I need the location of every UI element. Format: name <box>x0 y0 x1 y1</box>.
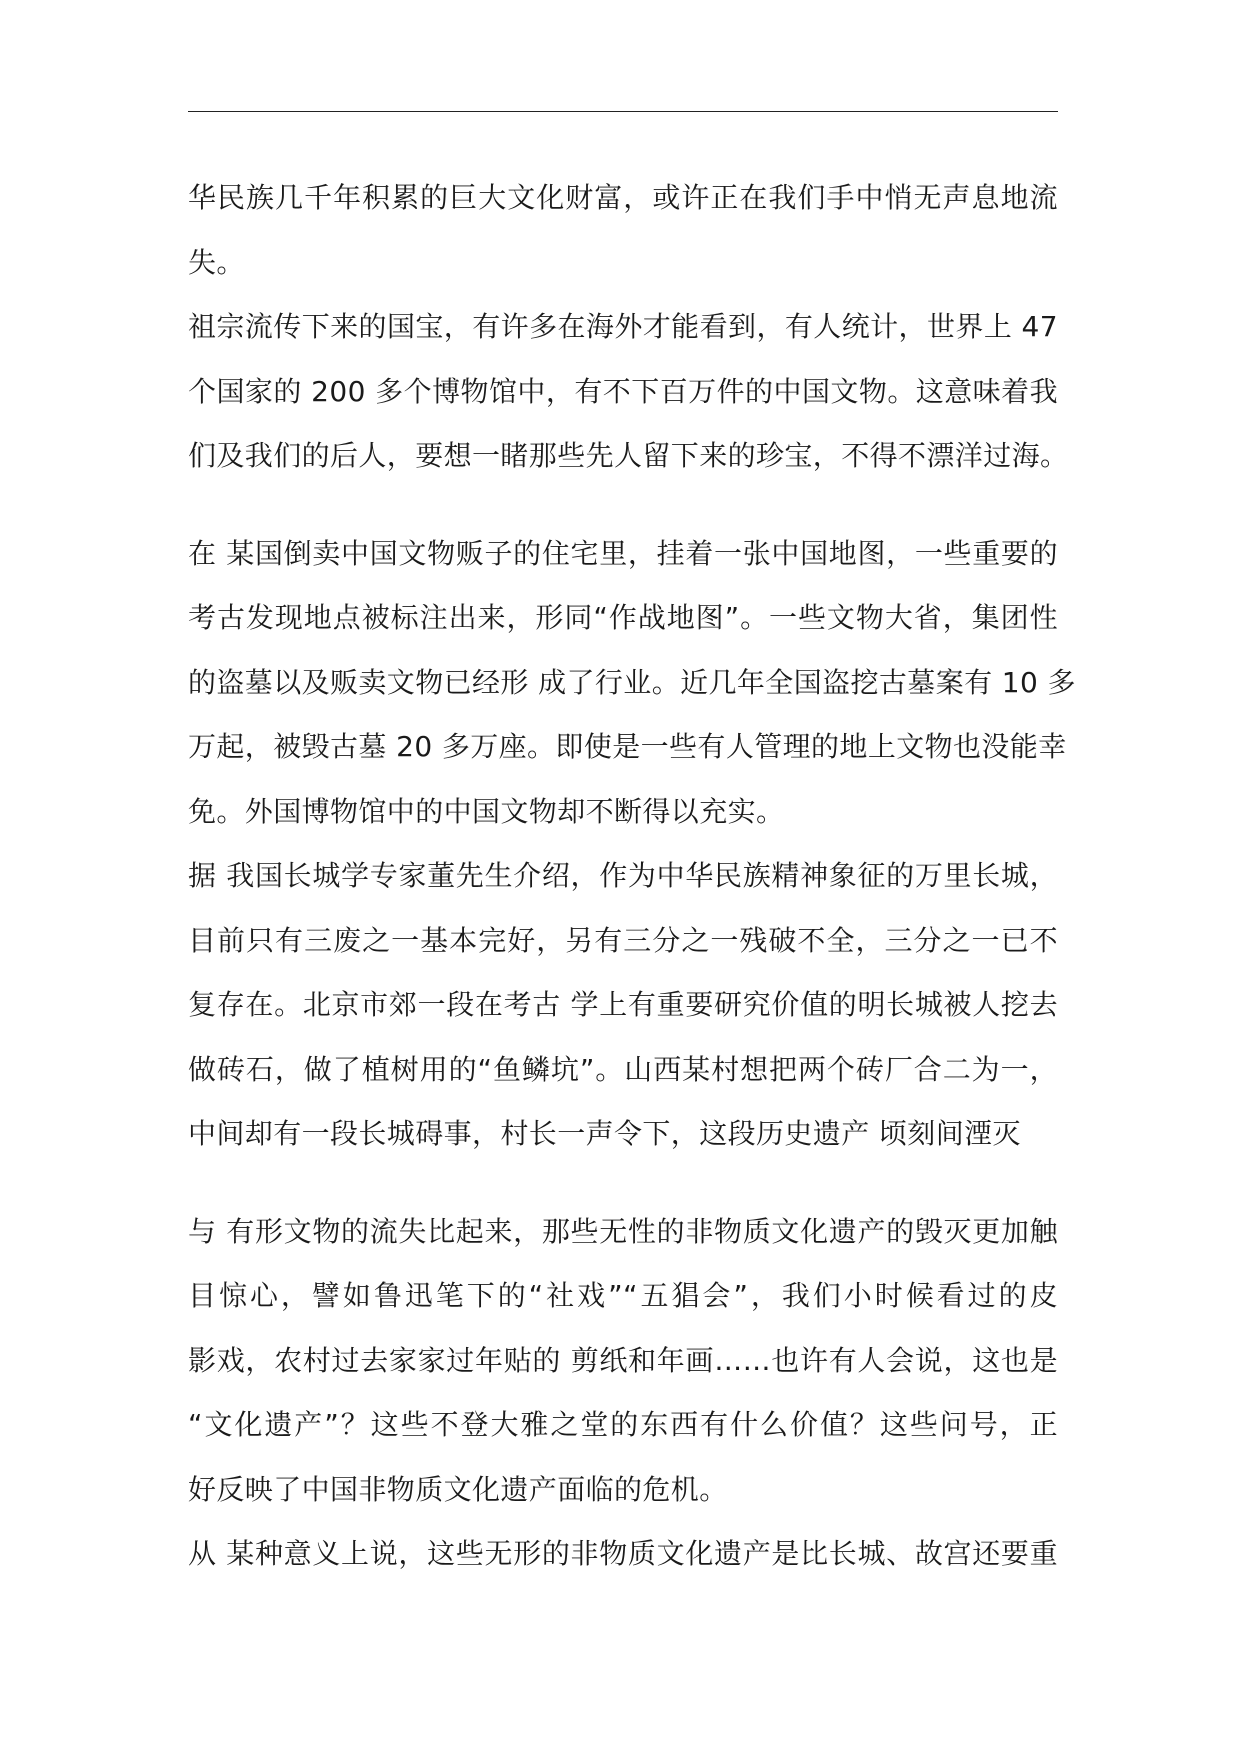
text-line: 个国家的 200 多个博物馆中，有不下百万件的中国文物。这意味着我 <box>188 374 1058 408</box>
paragraph-2 <box>188 295 1069 489</box>
text-line: 复存在。北京市郊一段在考古 学上有重要研究价值的明长城被人挖去 <box>188 988 1058 1021</box>
paragraph-1 <box>188 166 1058 295</box>
text-line: 万起，被毁古墓 20 多万座。即使是一些有人管理的地上文物也没能幸 <box>188 730 1067 763</box>
paragraph-6 <box>188 1522 1058 1587</box>
paragraph-4 <box>188 844 1058 1167</box>
text-line: 的盗墓以及贩卖文物已经形 成了行业。近几年全国盗挖古墓案有 10 多 <box>188 665 1076 699</box>
paragraph-3 <box>188 522 1076 845</box>
paragraph-spacer <box>188 1167 1058 1200</box>
header-rule <box>188 111 1058 112</box>
text-line: 好反映了中国非物质文化遗产面临的危机。 <box>188 1472 728 1506</box>
text-line: 中间却有一段长城碍事，村长一声令下，这段历史遗产 顷刻间湮灭 <box>188 1117 1021 1150</box>
text-line: 据 我国长城学专家董先生介绍，作为中华民族精神象征的万里长城， <box>188 859 1058 892</box>
text-line: 在 某国倒卖中国文物贩子的住宅里，挂着一张中国地图，一些重要的 <box>188 536 1058 570</box>
text-line: 考古发现地点被标注出来，形同“作战地图”。一些文物大省，集团性 <box>188 601 1058 634</box>
text-line: 目惊心，譬如鲁迅笔下的“社戏”“五猖会”，我们小时候看过的皮 <box>188 1279 1058 1312</box>
document-body <box>188 166 1076 1587</box>
text-line: 做砖石，做了植树用的“鱼鳞坑”。山西某村想把两个砖厂合二为一， <box>188 1052 1058 1086</box>
text-line: 从 某种意义上说，这些无形的非物质文化遗产是比长城、故宫还要重 <box>188 1537 1058 1570</box>
text-line: 们及我们的后人，要想一睹那些先人留下来的珍宝，不得不漂洋过海。 <box>188 439 1069 472</box>
text-line: “文化遗产”？这些不登大雅之堂的东西有什么价值？这些问号，正 <box>188 1408 1058 1441</box>
text-line: 华民族几千年积累的巨大文化财富，或许正在我们手中悄无声息地流 <box>188 181 1058 214</box>
paragraph-spacer <box>188 489 1058 522</box>
text-line: 目前只有三废之一基本完好，另有三分之一残破不全，三分之一已不 <box>188 923 1058 957</box>
text-line: 免。外国博物馆中的中国文物却不断得以充实。 <box>188 794 785 828</box>
text-line: 与 有形文物的流失比起来，那些无性的非物质文化遗产的毁灭更加触 <box>188 1214 1058 1248</box>
text-line: 祖宗流传下来的国宝，有许多在海外才能看到，有人统计，世界上 47 <box>188 310 1058 343</box>
text-line: 失。 <box>188 245 245 279</box>
text-line: 影戏，农村过去家家过年贴的 剪纸和年画……也许有人会说，这也是 <box>188 1343 1058 1377</box>
paragraph-5 <box>188 1200 1058 1523</box>
